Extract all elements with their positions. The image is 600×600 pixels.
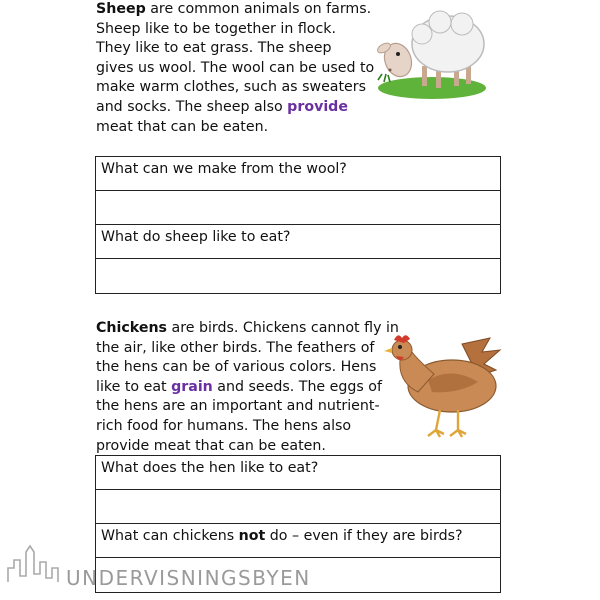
sheep-question-1: What can we make from the wool? bbox=[96, 157, 500, 191]
sheep-question-2: What do sheep like to eat? bbox=[96, 225, 500, 259]
sheep-paragraph: Sheep are common animals on farms. Sheep like to be together in flock. They like to eat grass. The sheep gives us wool. The wool can be used to make warm clothes, such as sweaters and socks. The sheep also provide meat that can be eaten. bbox=[96, 1, 375, 135]
sheep-question-table bbox=[95, 156, 501, 294]
highlight-word: provide bbox=[287, 98, 348, 115]
sheep-title: Sheep bbox=[96, 1, 146, 17]
highlight-word: grain bbox=[171, 378, 213, 395]
chickens-paragraph: Chickens are birds. Chickens cannot fly in the air, like other birds. The feathers of the hens can be of various colors. Hens like to eat grain and seeds. The eggs of the hens are an important and nutrient- rich food for humans. The hens also provide meat that can be eaten. bbox=[96, 320, 399, 454]
city-skyline-icon bbox=[6, 538, 66, 584]
sheep-answer-1[interactable] bbox=[96, 191, 500, 225]
hen-answer-1[interactable] bbox=[96, 490, 500, 524]
chickens-title: Chickens bbox=[96, 320, 168, 336]
hen-question-2: What can chickens not do – even if they are birds? bbox=[96, 524, 500, 558]
hen-question-1: What does the hen like to eat? bbox=[96, 456, 500, 490]
logo-watermark: UNDERVISNINGSBYEN bbox=[66, 566, 311, 590]
hen-illustration bbox=[378, 330, 508, 445]
sheep-illustration bbox=[370, 4, 490, 104]
sheep-answer-2[interactable] bbox=[96, 259, 500, 293]
